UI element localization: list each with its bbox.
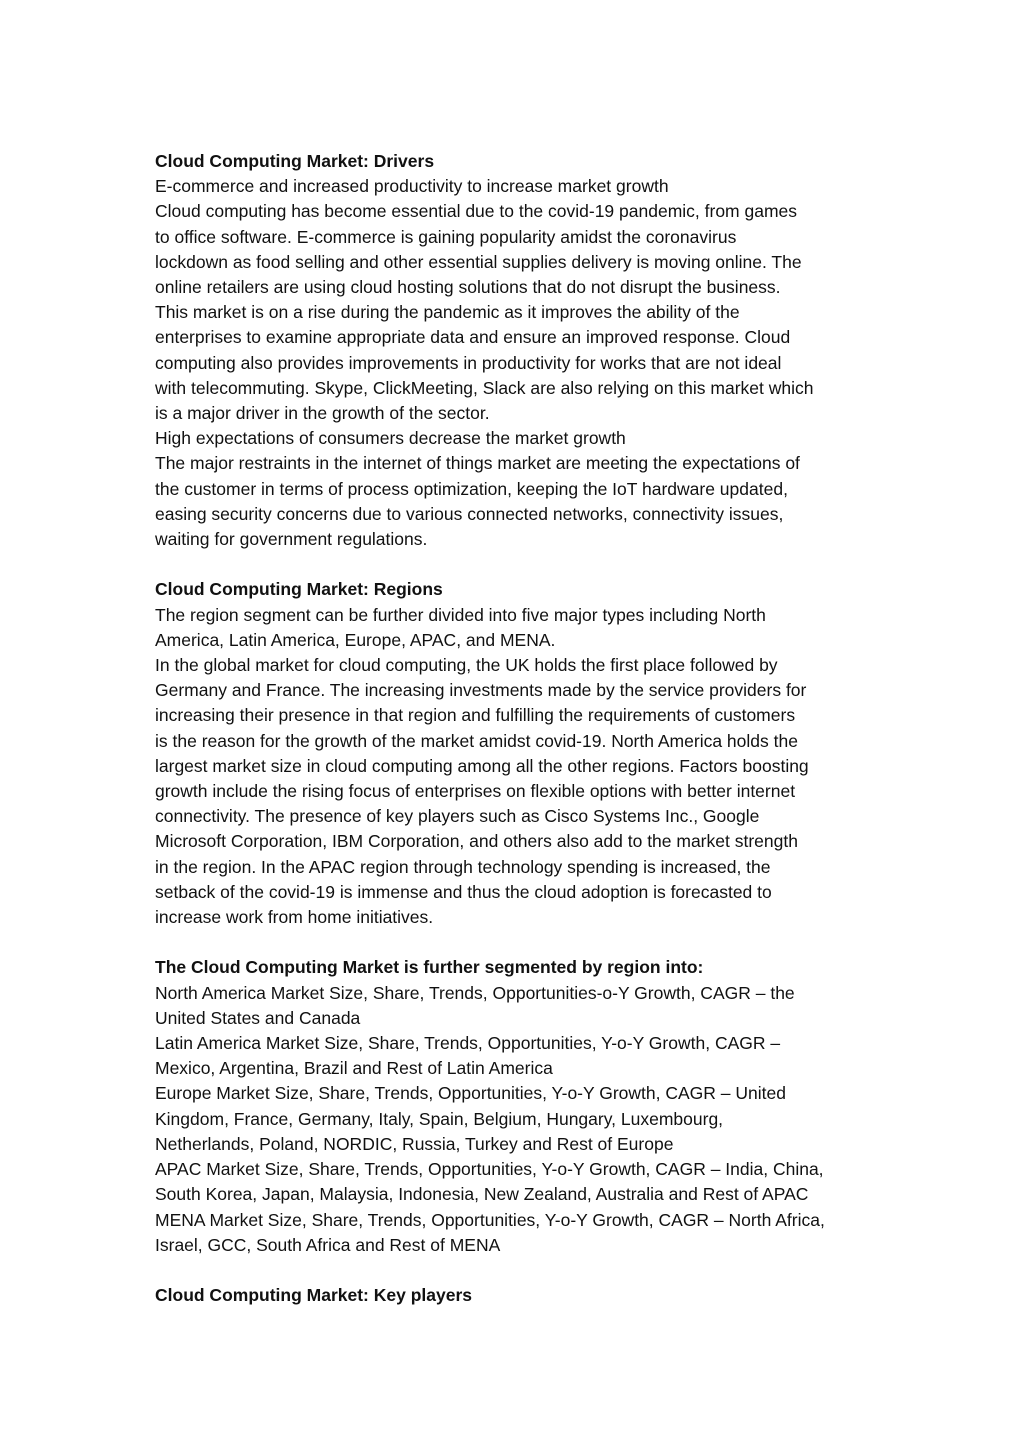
paragraph-line: online retailers are using cloud hosting solutions that do not disrupt the business.: [155, 277, 781, 298]
paragraph-line: Israel, GCC, South Africa and Rest of MENA: [155, 1234, 501, 1255]
paragraph-line: with telecommuting. Skype, ClickMeeting, Slack are also relying on this market which: [155, 377, 814, 398]
paragraph-line: easing security concerns due to various connected networks, connectivity issues,: [155, 503, 784, 524]
blank-line: [155, 552, 885, 577]
paragraph-line: Netherlands, Poland, NORDIC, Russia, Turkey and Rest of Europe: [155, 1133, 674, 1154]
paragraph-line: lockdown as food selling and other essential supplies delivery is moving online. The: [155, 251, 802, 272]
paragraph-line: South Korea, Japan, Malaysia, Indonesia, New Zealand, Australia and Rest of APAC: [155, 1184, 809, 1205]
section-heading: The Cloud Computing Market is further segmented by region into:: [155, 957, 704, 978]
paragraph-line: Microsoft Corporation, IBM Corporation, and others also add to the market strength: [155, 831, 798, 852]
paragraph-line: America, Latin America, Europe, APAC, and MENA.: [155, 629, 556, 650]
paragraph-line: increasing their presence in that region and fulfilling the requirements of customers: [155, 705, 796, 726]
paragraph-line: in the region. In the APAC region through technology spending is increased, the: [155, 856, 771, 877]
section-heading: Cloud Computing Market: Regions: [155, 579, 443, 600]
paragraph-line: APAC Market Size, Share, Trends, Opportunities, Y-o-Y Growth, CAGR – India, China,: [155, 1159, 824, 1180]
paragraph-line: Germany and France. The increasing investments made by the service providers for: [155, 680, 807, 701]
paragraph-line: The region segment can be further divided into five major types including North: [155, 604, 766, 625]
paragraph-line: The major restraints in the internet of things market are meeting the expectations of: [155, 453, 800, 474]
paragraph-line: to office software. E-commerce is gaining popularity amidst the coronavirus: [155, 226, 737, 247]
blank-line: [155, 930, 885, 955]
paragraph-line: United States and Canada: [155, 1007, 361, 1028]
paragraph-line: MENA Market Size, Share, Trends, Opportunities, Y-o-Y Growth, CAGR – North Africa,: [155, 1209, 825, 1230]
paragraph-line: Cloud computing has become essential due to the covid-19 pandemic, from games: [155, 201, 798, 222]
section-heading: Cloud Computing Market: Drivers: [155, 151, 435, 171]
paragraph-line: the customer in terms of process optimization, keeping the IoT hardware updated,: [155, 478, 788, 499]
section-regions: [155, 577, 885, 930]
section-heading: Cloud Computing Market: Key players: [155, 1285, 472, 1306]
paragraph-line: North America Market Size, Share, Trends, Opportunities-o-Y Growth, CAGR – the: [155, 982, 795, 1003]
paragraph-line: waiting for government regulations.: [155, 529, 428, 550]
paragraph-line: Kingdom, France, Germany, Italy, Spain, Belgium, Hungary, Luxembourg,: [155, 1108, 724, 1129]
blank-line: [155, 1258, 885, 1283]
paragraph-line: enterprises to examine appropriate data and ensure an improved response. Cloud: [155, 327, 791, 348]
paragraph-line: is a major driver in the growth of the sector.: [155, 403, 490, 424]
paragraph-line: Europe Market Size, Share, Trends, Opportunities, Y-o-Y Growth, CAGR – United: [155, 1083, 786, 1104]
paragraph-line: High expectations of consumers decrease the market growth: [155, 428, 626, 449]
paragraph-line: connectivity. The presence of key players such as Cisco Systems Inc., Google: [155, 806, 760, 827]
section-drivers: [155, 149, 885, 552]
paragraph-line: largest market size in cloud computing among all the other regions. Factors boosting: [155, 755, 809, 776]
paragraph-line: increase work from home initiatives.: [155, 907, 434, 928]
paragraph-line: E-commerce and increased productivity to increase market growth: [155, 176, 669, 197]
paragraph-line: This market is on a rise during the pandemic as it improves the ability of the: [155, 302, 740, 323]
paragraph-line: Mexico, Argentina, Brazil and Rest of Latin America: [155, 1058, 553, 1079]
paragraph-line: growth include the rising focus of enterprises on flexible options with better internet: [155, 781, 796, 802]
section-segmentation: [155, 955, 885, 1257]
paragraph-line: computing also provides improvements in productivity for works that are not ideal: [155, 352, 782, 373]
section-key-players: [155, 1283, 885, 1308]
document-body: [155, 149, 885, 1308]
paragraph-line: is the reason for the growth of the market amidst covid-19. North America holds the: [155, 730, 798, 751]
paragraph-line: setback of the covid-19 is immense and thus the cloud adoption is forecasted to: [155, 881, 772, 902]
paragraph-line: Latin America Market Size, Share, Trends, Opportunities, Y-o-Y Growth, CAGR –: [155, 1033, 781, 1054]
paragraph-line: In the global market for cloud computing, the UK holds the first place followed by: [155, 655, 778, 676]
